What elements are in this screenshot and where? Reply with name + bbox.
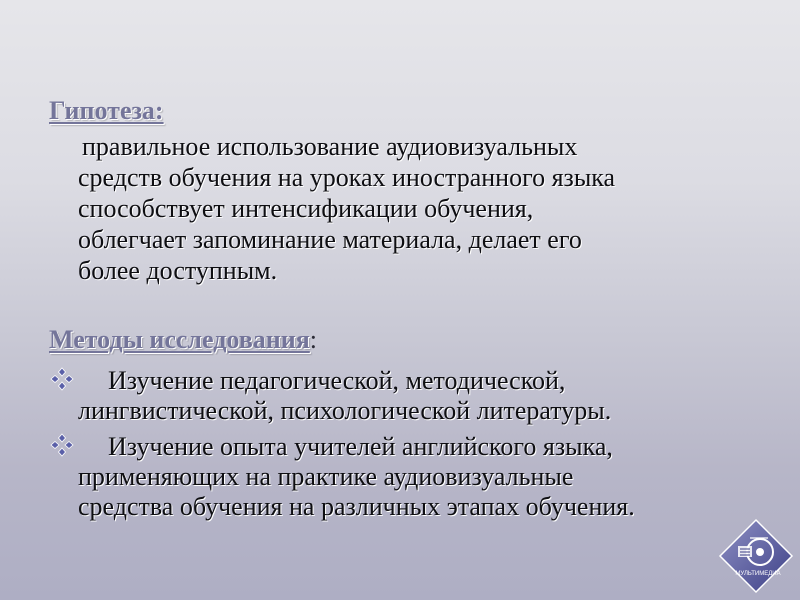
methods-item-2-line-3: средства обучения на различных этапах обучения. xyxy=(78,492,635,521)
logo-caption: МУЛЬТИМЕДИА xyxy=(735,571,781,577)
hypothesis-line-4: облегчает запоминание материала, делает его xyxy=(78,225,582,254)
multimedia-logo-icon xyxy=(716,516,796,596)
methods-heading-colon: : xyxy=(309,325,318,354)
methods-item-1-line-2: лингвистической, психологической литературы. xyxy=(78,396,612,425)
methods-item-2-line-1: Изучение опыта учителей английского языка, xyxy=(108,432,613,461)
hypothesis-line-5: более доступным. xyxy=(78,256,278,285)
diamond-bullet-icon xyxy=(50,367,74,391)
hypothesis-line-2: средств обучения на уроках иностранного языка xyxy=(78,163,616,192)
methods-heading-text: Методы исследования xyxy=(49,325,310,354)
methods-item-1-text xyxy=(78,366,768,426)
methods-item-2-line-2: применяющих на практике аудиовизуальные xyxy=(78,462,574,491)
diamond-bullet-icon xyxy=(50,433,74,457)
methods-item-1-line-1: Изучение педагогической, методической, xyxy=(108,366,566,395)
hypothesis-line-1: правильное использование аудиовизуальных xyxy=(82,132,578,161)
hypothesis-heading: Гипотеза: xyxy=(49,96,164,125)
hypothesis-line-3: способствует интенсификации обучения, xyxy=(78,194,534,223)
methods-heading xyxy=(49,325,317,355)
methods-item-2-text xyxy=(78,432,768,522)
